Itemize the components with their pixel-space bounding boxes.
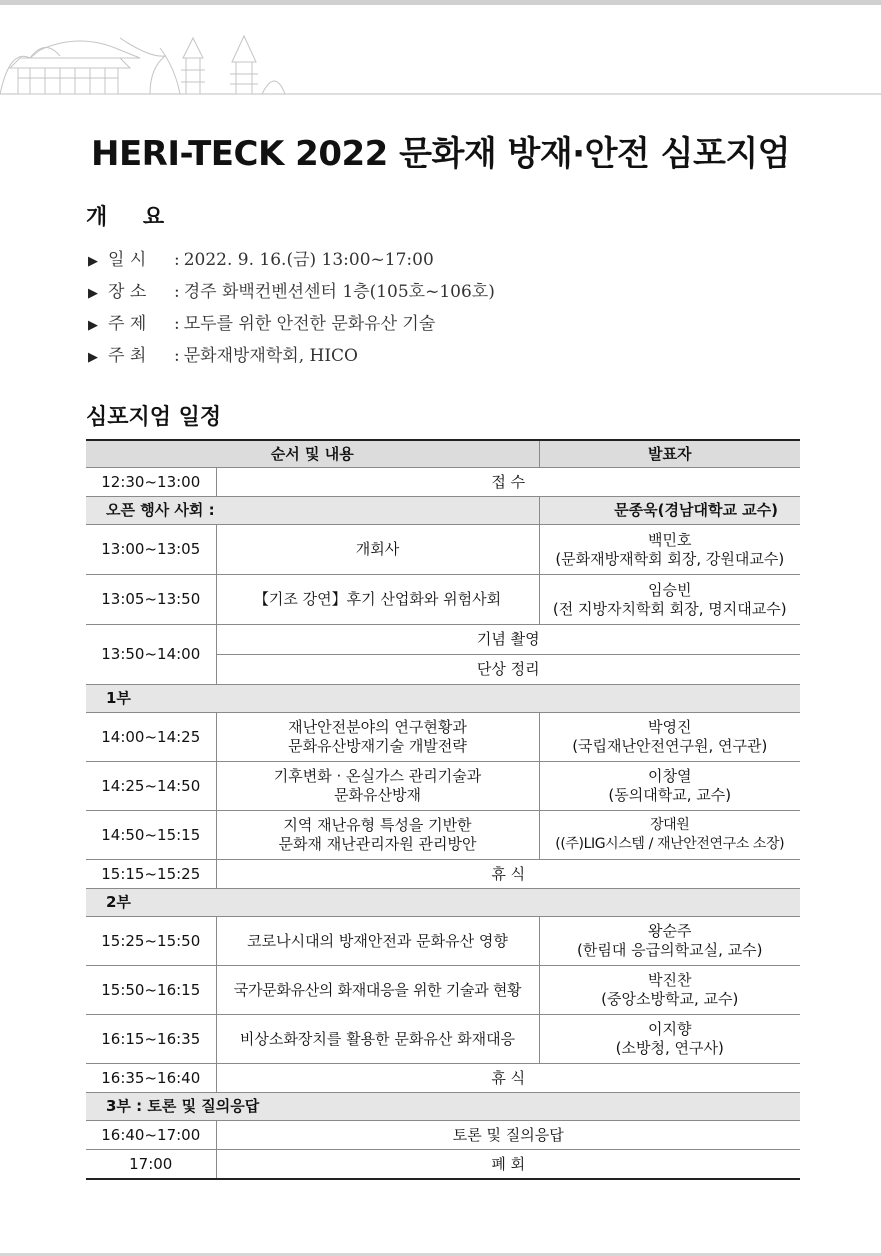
- overview-item: ▶ 장 소 : 경주 화백컨벤션센터 1층(105호~106호): [88, 282, 495, 302]
- section-label: 3부 : 토론 및 질의응답: [86, 1093, 800, 1121]
- overview-list: [88, 244, 495, 372]
- table-row: [86, 468, 800, 497]
- table-row: [86, 1015, 800, 1064]
- table-row: [86, 625, 800, 655]
- content-cell: 재난안전분야의 연구현황과 문화유산방재기술 개발전략: [216, 713, 539, 762]
- bullet-triangle-icon: ▶: [88, 254, 98, 269]
- bullet-triangle-icon: ▶: [88, 286, 98, 301]
- time-cell: 14:50~15:15: [86, 811, 216, 860]
- table-row: [86, 575, 800, 625]
- event-cell: 휴 식: [216, 860, 800, 889]
- section-label: 2부: [86, 889, 800, 917]
- opening-host-label: 오픈 행사 사회 :: [86, 497, 539, 525]
- page-title: HERI-TECK 2022 문화재 방재·안전 심포지엄: [90, 134, 791, 174]
- opening-host-name: 문종욱(경남대학교 교수): [539, 497, 800, 525]
- table-row: [86, 525, 800, 575]
- header-presenter: 발표자: [539, 440, 800, 468]
- time-cell: 13:05~13:50: [86, 575, 216, 625]
- time-cell: 15:50~16:15: [86, 966, 216, 1015]
- overview-item: ▶ 주 제 : 모두를 위한 안전한 문화유산 기술: [88, 314, 436, 334]
- time-cell: 14:00~14:25: [86, 713, 216, 762]
- section-row-opening: [86, 497, 800, 525]
- content-cell: 비상소화장치를 활용한 문화유산 화재대응: [216, 1015, 539, 1064]
- schedule-heading: 심포지엄 일정: [86, 405, 222, 430]
- schedule-table: [86, 439, 800, 1180]
- table-row: [86, 860, 800, 889]
- table-row: [86, 1150, 800, 1180]
- table-row: [86, 966, 800, 1015]
- table-header-row: [86, 440, 800, 468]
- presenter-cell: 백민호 (문화재방재학회 회장, 강원대교수): [539, 525, 800, 575]
- event-cell: 기념 촬영: [216, 625, 800, 655]
- time-cell: 16:40~17:00: [86, 1121, 216, 1150]
- time-cell: 16:35~16:40: [86, 1064, 216, 1093]
- event-cell: 단상 정리: [216, 655, 800, 685]
- presenter-cell: 임승빈 (전 지방자치학회 회장, 명지대교수): [539, 575, 800, 625]
- presenter-cell: 이지향 (소방청, 연구사): [539, 1015, 800, 1064]
- content-cell: 기후변화 · 온실가스 관리기술과 문화유산방재: [216, 762, 539, 811]
- bullet-triangle-icon: ▶: [88, 318, 98, 333]
- time-cell: 13:00~13:05: [86, 525, 216, 575]
- section-label: 1부: [86, 685, 800, 713]
- time-cell: 14:25~14:50: [86, 762, 216, 811]
- presenter-cell: 장대원 ((주)LIG시스템 / 재난안전연구소 소장): [539, 811, 800, 860]
- presenter-cell: 박영진 (국립재난안전연구원, 연구관): [539, 713, 800, 762]
- section-row-part2: [86, 889, 800, 917]
- table-row: [86, 917, 800, 966]
- presenter-cell: 왕순주 (한림대 응급의학교실, 교수): [539, 917, 800, 966]
- presenter-cell: 이창열 (동의대학교, 교수): [539, 762, 800, 811]
- time-cell: 15:15~15:25: [86, 860, 216, 889]
- table-row: [86, 1121, 800, 1150]
- time-cell: 16:15~16:35: [86, 1015, 216, 1064]
- overview-item: ▶ 주 최 : 문화재방재학회, HICO: [88, 346, 358, 366]
- time-cell: 17:00: [86, 1150, 216, 1180]
- bullet-triangle-icon: ▶: [88, 350, 98, 365]
- content-cell: 국가문화유산의 화재대응을 위한 기술과 현황: [216, 966, 539, 1015]
- content-cell: 지역 재난유형 특성을 기반한 문화재 재난관리자원 관리방안: [216, 811, 539, 860]
- table-row: [86, 762, 800, 811]
- table-row: [86, 1064, 800, 1093]
- heritage-building-illustration: [0, 28, 881, 98]
- event-cell: 토론 및 질의응답: [216, 1121, 800, 1150]
- table-row: [86, 811, 800, 860]
- time-cell: 13:50~14:00: [86, 625, 216, 685]
- presenter-cell: 박진찬 (중앙소방학교, 교수): [539, 966, 800, 1015]
- top-rule: [0, 0, 881, 5]
- event-cell: 폐 회: [216, 1150, 800, 1180]
- section-row-part3: [86, 1093, 800, 1121]
- content-cell: 개회사: [216, 525, 539, 575]
- time-cell: 12:30~13:00: [86, 468, 216, 497]
- table-row: [86, 713, 800, 762]
- section-row-part1: [86, 685, 800, 713]
- event-cell: 휴 식: [216, 1064, 800, 1093]
- event-cell: 접 수: [216, 468, 800, 497]
- header-content: 순서 및 내용: [86, 440, 539, 468]
- overview-item: ▶ 일 시 : 2022. 9. 16.(금) 13:00~17:00: [88, 250, 434, 270]
- content-cell: 【기조 강연】후기 산업화와 위험사회: [216, 575, 539, 625]
- content-cell: 코로나시대의 방재안전과 문화유산 영향: [216, 917, 539, 966]
- overview-heading: 개 요: [86, 205, 179, 230]
- time-cell: 15:25~15:50: [86, 917, 216, 966]
